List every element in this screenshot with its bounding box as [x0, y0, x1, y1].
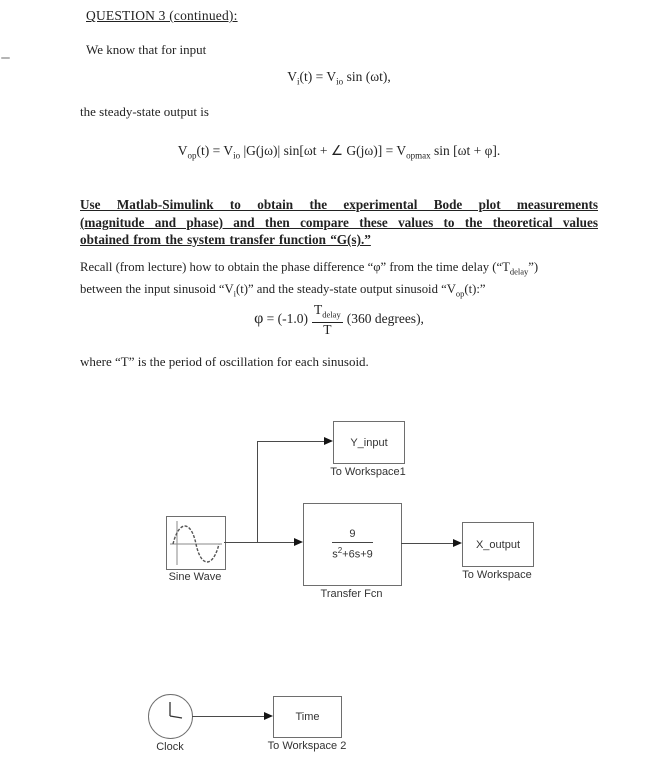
arrowhead-time	[264, 712, 273, 720]
label-to-workspace1: To Workspace1	[330, 466, 406, 478]
steady-state-text: the steady-state output is	[80, 104, 209, 119]
transfer-function-fraction	[332, 528, 373, 562]
block-y-input	[333, 421, 405, 464]
branch-line-vertical	[257, 441, 258, 542]
label-to-workspace: To Workspace	[462, 569, 532, 581]
signal-line-main	[224, 542, 294, 543]
equation-phase: φ = (-1.0) $\frac{T_{delay}}{T}$ (360 degrees),	[254, 302, 424, 337]
signal-line-output	[401, 543, 453, 544]
label-sine-wave: Sine Wave	[168, 571, 222, 583]
block-time-text: Time	[295, 711, 320, 723]
block-time	[273, 696, 342, 738]
intro-text: We know that for input	[86, 42, 207, 57]
block-x-output-text: X_output	[475, 538, 521, 551]
label-transfer-fcn: Transfer Fcn	[320, 588, 383, 600]
task-instruction-line: Use Matlab-Simulink to obtain the experimental Bode plot measurements	[80, 197, 598, 212]
block-sine-wave	[166, 516, 226, 570]
label-to-workspace2: To Workspace 2	[267, 740, 347, 752]
arrowhead-y-input	[324, 437, 333, 445]
where-text: where “T” is the period of oscillation for each sinusoid.	[80, 354, 369, 369]
block-transfer-fcn	[303, 503, 402, 586]
transfer-fcn-denominator: $s^2+6s+9$	[332, 545, 373, 561]
transfer-fcn-numerator: 9	[332, 528, 373, 543]
page-title: QUESTION 3 (continued):	[86, 8, 238, 23]
branch-line-horizontal	[257, 441, 324, 442]
block-clock	[148, 694, 193, 739]
recall-line-1: Recall (from lecture) how to obtain the phase difference “φ” from the time delay $(“T_{delay}”)$	[80, 260, 539, 277]
fraction: $\frac{T_{delay}}{T}$	[314, 302, 341, 337]
sine-wave-icon	[168, 518, 224, 568]
task-instruction-line: obtained from the system transfer function “G(s).”	[80, 232, 371, 247]
clock-icon	[149, 695, 192, 738]
equation-output: $V_{op}(t) = V_{io}$ |G(jω)| sin[ωt + ∠ $G(j\omega)] = V_{opmax}$ sin [ωt + φ].	[177, 143, 501, 161]
equation-input: $V_i(t) = V_{io}$ sin (ωt),	[287, 69, 391, 87]
block-x-output	[462, 522, 534, 567]
arrowhead-transfer-fcn	[294, 538, 303, 546]
block-y-input-text: Y_input	[350, 436, 388, 449]
recall-line-2: between the input sinusoid “$V_i(t)$” and the steady-state output sinusoid “$V_{op}(t)$:”	[80, 281, 486, 299]
arrowhead-x-output	[453, 539, 462, 547]
task-instruction-line: (magnitude and phase) and then compare these values to the theoretical values	[80, 214, 598, 230]
signal-line-clock	[192, 716, 264, 717]
label-clock: Clock	[156, 741, 184, 753]
